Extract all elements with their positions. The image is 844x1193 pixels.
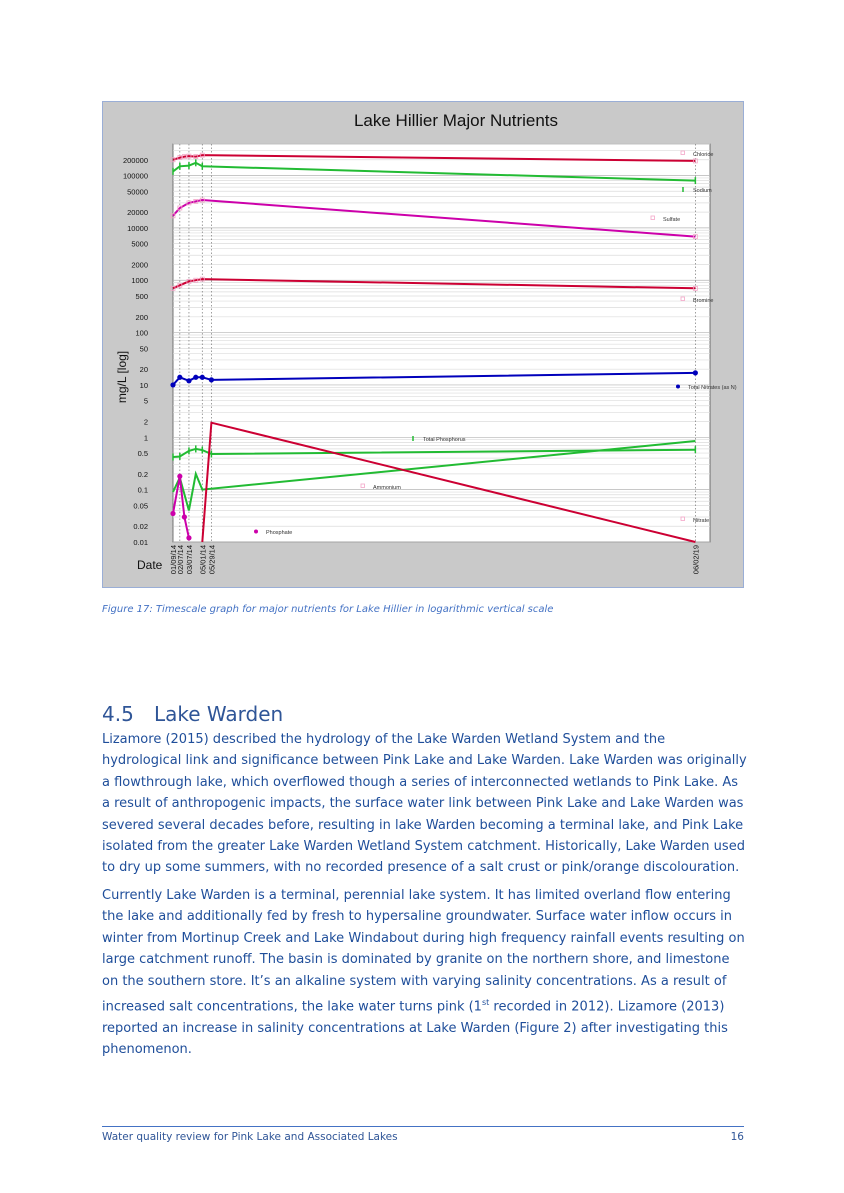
y-tick-label: 0.02 <box>133 522 148 532</box>
footer-title: Water quality review for Pink Lake and Associated Lakes <box>102 1131 398 1143</box>
section-number: 4.5 <box>102 702 134 726</box>
data-point <box>177 474 182 479</box>
y-tick-label: 2 <box>143 417 148 427</box>
y-tick-label: 10 <box>139 380 148 390</box>
x-tick-label: 03/07/14 <box>184 545 194 575</box>
y-tick-label: 0.05 <box>133 501 148 511</box>
y-tick-label: 50 <box>139 344 148 354</box>
legend-label: Sodium <box>693 188 712 194</box>
y-tick-label: 10000 <box>127 223 148 233</box>
y-tick-label: 200000 <box>122 155 148 165</box>
y-tick-label: 20000 <box>127 208 148 218</box>
data-point <box>200 375 205 380</box>
y-tick-label: 0.5 <box>137 449 148 459</box>
paragraph-1: Lizamore (2015) described the hydrology of the Lake Warden Wetland System and the hydrological link and significance between Pink Lake and Lake Warden. Lake Warden was originally a flowthrough lake, which overflowed though a series of interconnected wetlands to Pink Lake. As a result of anthropogenic impacts, the surface water link between Pink Lake and Lake Warden was severed several decades before, resulting in lake Warden becoming a terminal lake, and Pink Lake isolated from the greater Lake Warden Wetland System catchment. Historically, Lake Warden used to dry up some summers, with no recorded presence of a salt crust or pink/orange discolouration. <box>102 732 747 876</box>
y-tick-label: 0.01 <box>133 538 148 547</box>
data-point <box>186 535 191 540</box>
figure-caption: Figure 17: Timescale graph for major nutrients for Lake Hillier in logarithmic vertical scale <box>102 604 554 615</box>
legend-label: Sulfate <box>663 217 681 223</box>
data-point <box>170 511 175 516</box>
section-title: Lake Warden <box>154 702 284 726</box>
paragraph-2-part-a: Currently Lake Warden is a terminal, perennial lake system. It has limited overland flow entering the lake and additionally fed by fresh to hypersaline groundwater. Surface water inflow occurs in winter from Mortinup Creek and Lake Windabout during high frequency rainfall events resulting on large catchment runoff. The basin is dominated by granite on the northern shore, and limestone on the southern store. It’s an alkaline system with varying salinity concentrations. As a result of increased salt concentrations, the lake water turns pink (1 <box>102 888 745 1015</box>
data-point <box>209 377 214 382</box>
y-tick-label: 500 <box>135 291 148 301</box>
x-tick-label: 01/09/14 <box>169 545 178 575</box>
data-point <box>186 378 191 383</box>
y-tick-label: 50000 <box>127 187 148 197</box>
y-tick-label: 0.1 <box>137 485 148 495</box>
x-axis-label: Date <box>137 558 163 572</box>
nutrients-chart <box>102 101 744 588</box>
y-tick-label: 5000 <box>131 239 148 249</box>
y-tick-label: 5 <box>143 396 148 406</box>
section-heading <box>102 702 283 726</box>
legend-label: Nitrate <box>693 518 710 524</box>
y-tick-label: 200 <box>135 312 148 322</box>
legend-marker <box>676 385 680 389</box>
paragraph-2 <box>102 885 747 1061</box>
page-number: 16 <box>730 1131 744 1143</box>
x-tick-label: 05/29/14 <box>207 545 217 575</box>
footer-rule <box>102 1126 744 1127</box>
data-point <box>182 514 187 519</box>
legend-marker <box>254 530 258 534</box>
x-tick-label: 06/02/19 <box>691 545 701 575</box>
y-tick-label: 1 <box>143 433 148 443</box>
ordinal-superscript: st <box>481 998 490 1008</box>
legend-label: Total Nitrates (as N) <box>688 385 737 391</box>
data-point <box>193 375 198 380</box>
legend-label: Phosphate <box>266 530 293 536</box>
legend-label: Total Phosphorus <box>423 437 466 443</box>
paragraph-2-part-b: recorded in 2012). Lizamore (2013) reported an increase in salinity concentrations at Lake Warden (Figure 2) after investigating this phenomenon. <box>102 999 728 1058</box>
data-point <box>693 370 698 375</box>
data-point <box>170 382 175 387</box>
legend-label: Bromine <box>693 298 714 304</box>
x-tick-label: 05/01/14 <box>198 545 208 575</box>
y-axis-label: mg/L [log] <box>115 350 129 404</box>
legend-label: Chloride <box>693 152 714 158</box>
x-tick-label: 02/07/14 <box>175 545 185 575</box>
data-point <box>177 375 182 380</box>
y-tick-label: 100000 <box>122 171 148 181</box>
chart-title: Lake Hillier Major Nutrients <box>353 111 559 130</box>
nutrients-chart-svg <box>103 102 743 587</box>
y-tick-label: 100 <box>135 328 148 338</box>
legend-label: Ammonium <box>373 485 401 491</box>
y-tick-label: 1000 <box>131 276 148 286</box>
y-tick-label: 0.2 <box>137 469 148 479</box>
y-tick-label: 20 <box>139 365 148 375</box>
y-tick-label: 2000 <box>131 260 148 270</box>
